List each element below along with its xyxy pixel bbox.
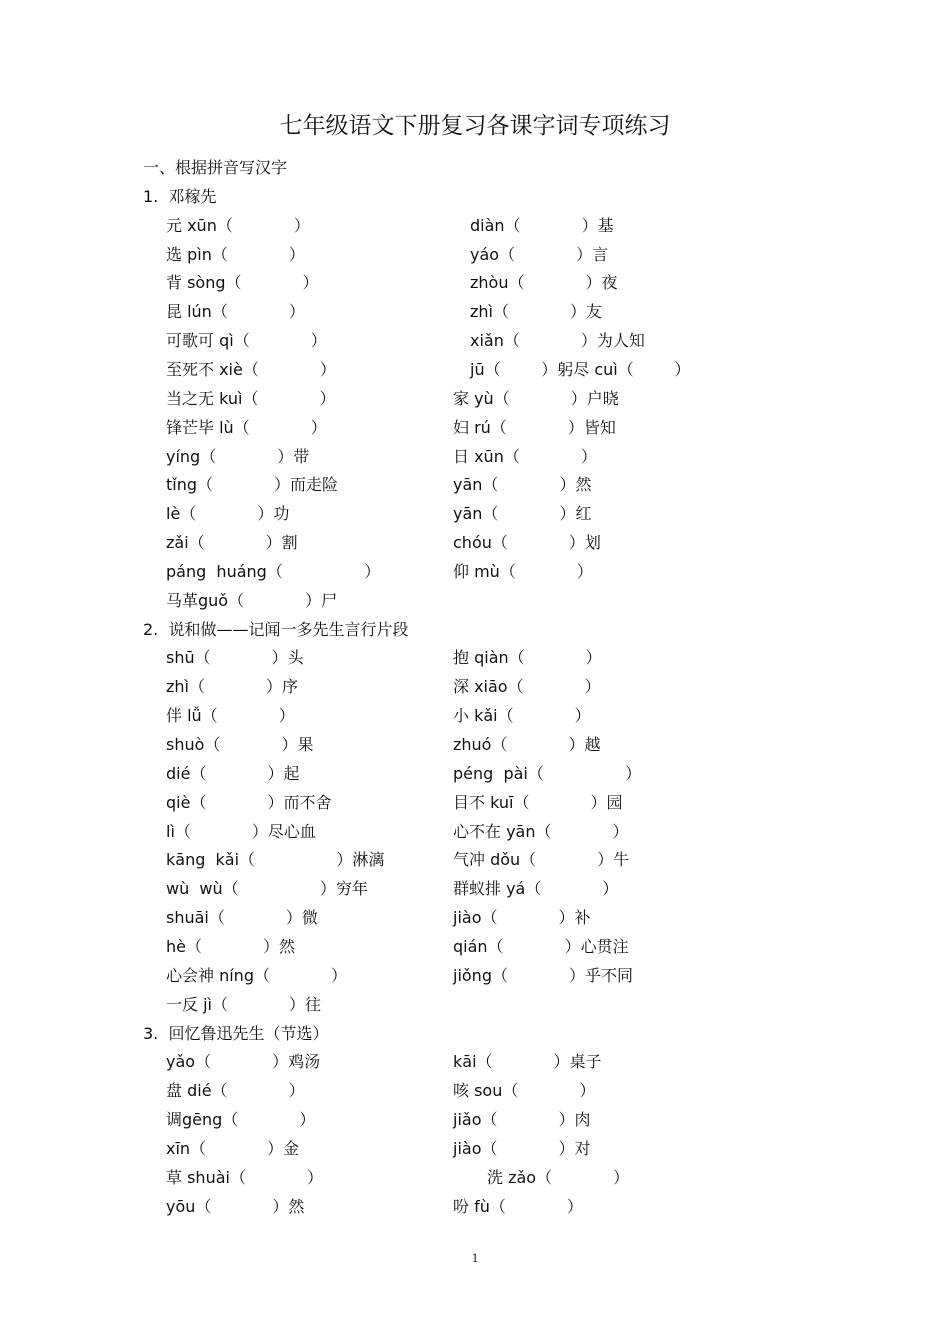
exercise-item: 当之无 kuì（ ）: [166, 388, 336, 408]
exercise-item: shuāi（ ）微: [166, 908, 318, 928]
exercise-item: 洗 zǎo（ ）: [487, 1167, 630, 1187]
exercise-item: jiǒng（ ）乎不同: [453, 965, 634, 985]
exercise-item: 心会神 níng（ ）: [166, 965, 348, 985]
exercise-item: dié（ ）起: [166, 763, 300, 783]
exercise-item: páng huáng（ ）: [166, 561, 381, 581]
exercise-item: yáo（ ）言: [470, 244, 609, 264]
exercise-item: jiào（ ）补: [453, 908, 591, 928]
exercise-item: 调gēng（ ）: [166, 1110, 316, 1130]
exercise-item: chóu（ ）划: [453, 533, 601, 553]
exercise-item: yǎo（ ）鸡汤: [166, 1052, 321, 1072]
exercise-item: hè（ ）然: [166, 936, 296, 956]
exercise-item: yíng（ ）带: [166, 446, 310, 466]
exercise-item: shuò（ ）果: [166, 735, 314, 754]
exercise-item: kāng kǎi（ ）淋漓: [166, 850, 385, 870]
exercise-item: wù wù（ ）穷年: [166, 879, 369, 899]
exercise-item: yān（ ）然: [453, 475, 592, 495]
exercise-item: 妇 rú（ ）皆知: [453, 417, 616, 437]
lesson-heading: 2. 说和做——记闻一多先生言行片段: [143, 619, 409, 639]
exercise-item: shū（ ）头: [166, 648, 304, 668]
exercise-item: 伴 lǚ（ ）: [166, 706, 295, 726]
exercise-item: jiǎo（ ）肉: [453, 1110, 591, 1130]
exercise-item: 盘 dié（ ）: [166, 1081, 305, 1101]
page-number: 1: [471, 1250, 479, 1265]
exercise-item: kāi（ ）桌子: [453, 1052, 602, 1072]
lesson-heading: 3. 回忆鲁迅先生（节选）: [143, 1023, 329, 1043]
exercise-item: 选 pìn（ ）: [166, 244, 305, 264]
exercise-item: lì（ ）尽心血: [166, 821, 316, 841]
exercise-item: zhì（ ）序: [166, 677, 299, 697]
exercise-item: xīn（ ）金: [166, 1138, 300, 1158]
exercise-item: xiǎn（ ）为人知: [470, 331, 645, 351]
exercise-item: zhòu（ ）夜: [470, 273, 618, 293]
exercise-item: 仰 mù（ ）: [453, 561, 593, 581]
exercise-item: yōu（ ）然: [166, 1196, 305, 1216]
exercise-item: 抱 qiàn（ ）: [453, 648, 602, 668]
exercise-item: zhuó（ ）越: [453, 735, 601, 754]
exercise-item: 心不在 yān（ ）: [453, 821, 629, 841]
lesson-heading: 1. 邓稼先: [143, 186, 217, 206]
exercise-item: péng pài（ ）: [453, 763, 642, 783]
page-title: 七年级语文下册复习各课字词专项练习: [279, 113, 671, 139]
exercise-item: diàn（ ）基: [470, 215, 614, 235]
section-heading: 一、根据拼音写汉字: [143, 158, 288, 177]
exercise-item: qián（ ）心贯注: [453, 936, 629, 956]
exercise-item: 昆 lún（ ）: [166, 302, 305, 322]
exercise-item: 气冲 dǒu（ ）牛: [453, 850, 630, 870]
exercise-item: tǐng（ ）而走险: [166, 475, 339, 495]
exercise-item: 一反 jì（ ）往: [166, 994, 322, 1014]
exercise-item: 可歌可 qì（ ）: [166, 331, 327, 351]
exercise-item: 深 xiāo（ ）: [453, 677, 601, 697]
exercise-item: qiè（ ）而不舍: [166, 792, 332, 812]
exercise-item: zǎi（ ）割: [166, 533, 298, 553]
exercise-item: 草 shuài（ ）: [166, 1167, 323, 1187]
exercise-item: 小 kǎi（ ）: [453, 706, 591, 726]
exercise-item: 背 sòng（ ）: [166, 273, 319, 293]
exercise-item: 目不 kuī（ ）园: [453, 792, 623, 812]
exercise-item: 家 yù（ ）户晓: [453, 388, 619, 408]
exercise-item: 至死不 xiè（ ）: [166, 359, 336, 379]
exercise-item: 咳 sou（ ）: [453, 1081, 596, 1101]
exercise-item: 日 xūn（ ）: [453, 446, 597, 466]
exercise-item: jū（ ）躬尽 cuì（ ）: [470, 359, 691, 379]
exercise-item: jiào（ ）对: [453, 1138, 591, 1158]
exercise-item: 元 xūn（ ）: [166, 215, 310, 235]
exercise-item: yān（ ）红: [453, 504, 592, 524]
exercise-item: lè（ ）功: [166, 504, 290, 524]
exercise-item: 群蚁排 yá（ ）: [453, 879, 619, 899]
exercise-item: 马革guǒ（ ）尸: [166, 590, 338, 610]
exercise-item: 吩 fù（ ）: [453, 1196, 583, 1216]
exercise-item: 锋芒毕 lù（ ）: [166, 417, 327, 437]
exercise-item: zhì（ ）友: [470, 302, 603, 322]
